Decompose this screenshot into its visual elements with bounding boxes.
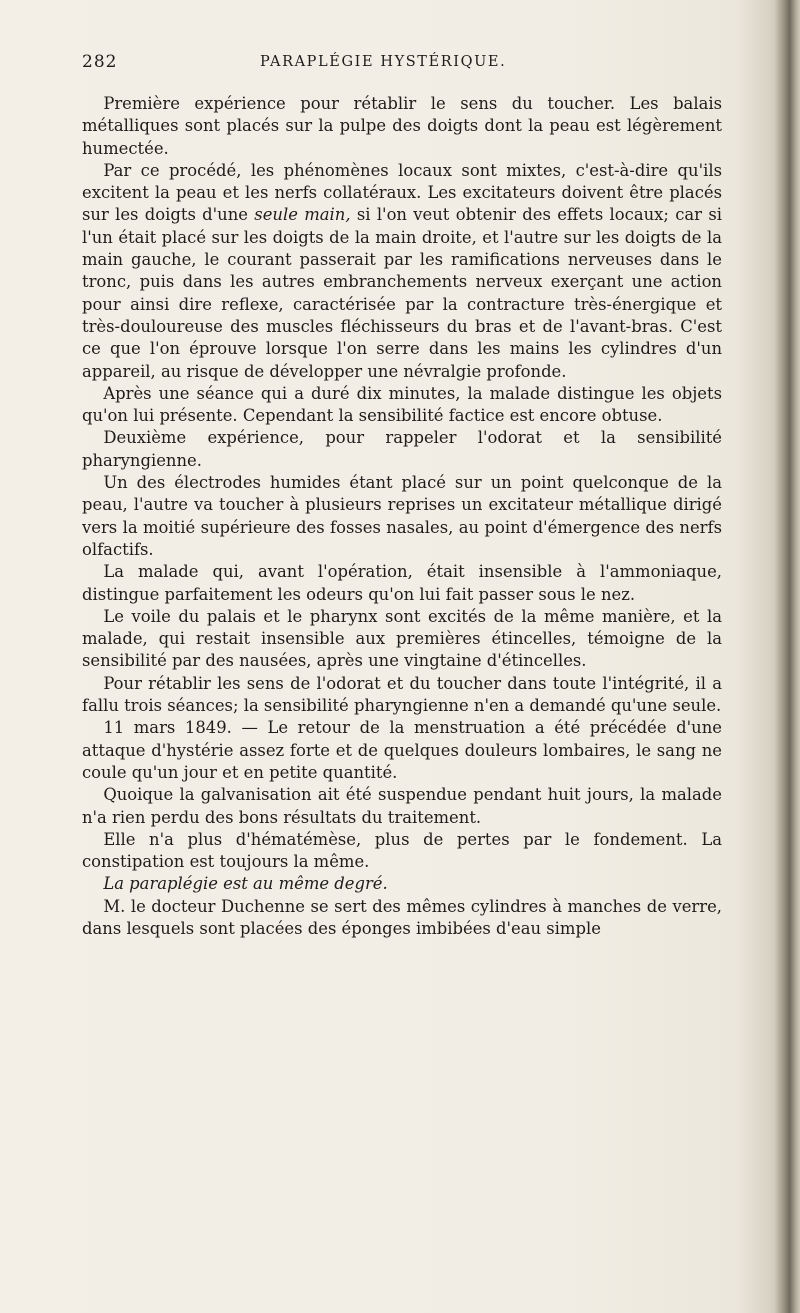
page-header <box>82 52 722 78</box>
book-spine-shadow <box>774 0 800 1313</box>
paragraph-5: Un des électrodes humides étant placé sur un point quelconque de la peau, l'autre va toucher à plusieurs reprises un excitateur métallique dirigé vers la moitié supérieure des fosses nasales, au point d'émergence des nerfs olfactifs. <box>82 473 722 559</box>
paragraph-9: 11 mars 1849. — Le retour de la menstruation a été précédée d'une attaque d'hystérie assez forte et de quelques douleurs lombaires, le sang ne coule qu'un jour et en petite quantité. <box>82 718 722 782</box>
paragraph-2-part-1: Par ce procédé, les phénomènes locaux sont mixtes, c'est-à-dire qu'ils excitent la peau et les nerfs collatéraux. Les excitateurs doivent être placés sur les doigts d'une <box>82 160 722 225</box>
paragraph-3: Après une séance qui a duré dix minutes, la malade distingue les objets qu'on lui présente. Cependant la sensibilité factice est encore obtuse. <box>82 383 722 426</box>
paragraph-2 <box>82 160 722 383</box>
page-number: 282 <box>82 52 118 72</box>
emphasis-seule-main: seule main, <box>254 205 351 225</box>
paragraph-8: Pour rétablir les sens de l'odorat et du toucher dans toute l'intégrité, il a fallu trois séances; la sensibilité pharyngienne n'en a demandé qu'une seule. <box>82 673 722 716</box>
paragraph-11: Elle n'a plus d'hématémèse, plus de pertes par le fondement. La constipation est toujours la même. <box>82 829 722 872</box>
paragraph-6: La malade qui, avant l'opération, était insensible à l'ammoniaque, distingue parfaitement les odeurs qu'on lui fait passer sous le nez. <box>82 562 722 604</box>
paragraph-1: Première expérience pour rétablir le sens du toucher. Les balais métalliques sont placés sur la pulpe des doigts dont la peau est légèrement humectée. <box>82 94 722 158</box>
paragraph-7: Le voile du palais et le pharynx sont excités de la même manière, et la malade, qui restait insensible aux premières étincelles, témoigne de la sensibilité par des nausées, après une vingtaine d'étincelles. <box>82 606 722 671</box>
paragraph-13: M. le docteur Duchenne se sert des mêmes cylindres à manches de verre, dans lesquels sont placées des éponges imbibées d'eau simple <box>82 896 722 938</box>
body-text <box>82 93 722 940</box>
paragraph-2-part-2: si l'on veut obtenir des effets locaux; car si l'un était placé sur les doigts de la main droite, et l'autre sur les doigts de la main gauche, le courant passerait par les ramifications nerveuses dans le tronc, puis dans les autres embranchements nerveux exerçant une action pour ainsi dire reflexe, caractérisée par la contracture très-énergique et très-douloureuse des muscles fléchisseurs du bras et de l'avant-bras. C'est ce que l'on éprouve lorsque l'on serre dans les mains les cylindres d'un appareil, au risque de développer une névralgie profonde. <box>82 205 722 381</box>
paragraph-4: Deuxième expérience, pour rappeler l'odorat et la sensibilité pharyngienne. <box>82 428 722 470</box>
paragraph-12: La paraplégie est au même degré. <box>103 874 388 894</box>
running-title: PARAPLÉGIE HYSTÉRIQUE. <box>260 54 507 70</box>
paragraph-10: Quoique la galvanisation ait été suspendue pendant huit jours, la malade n'a rien perdu des bons résultats du traitement. <box>82 785 722 827</box>
